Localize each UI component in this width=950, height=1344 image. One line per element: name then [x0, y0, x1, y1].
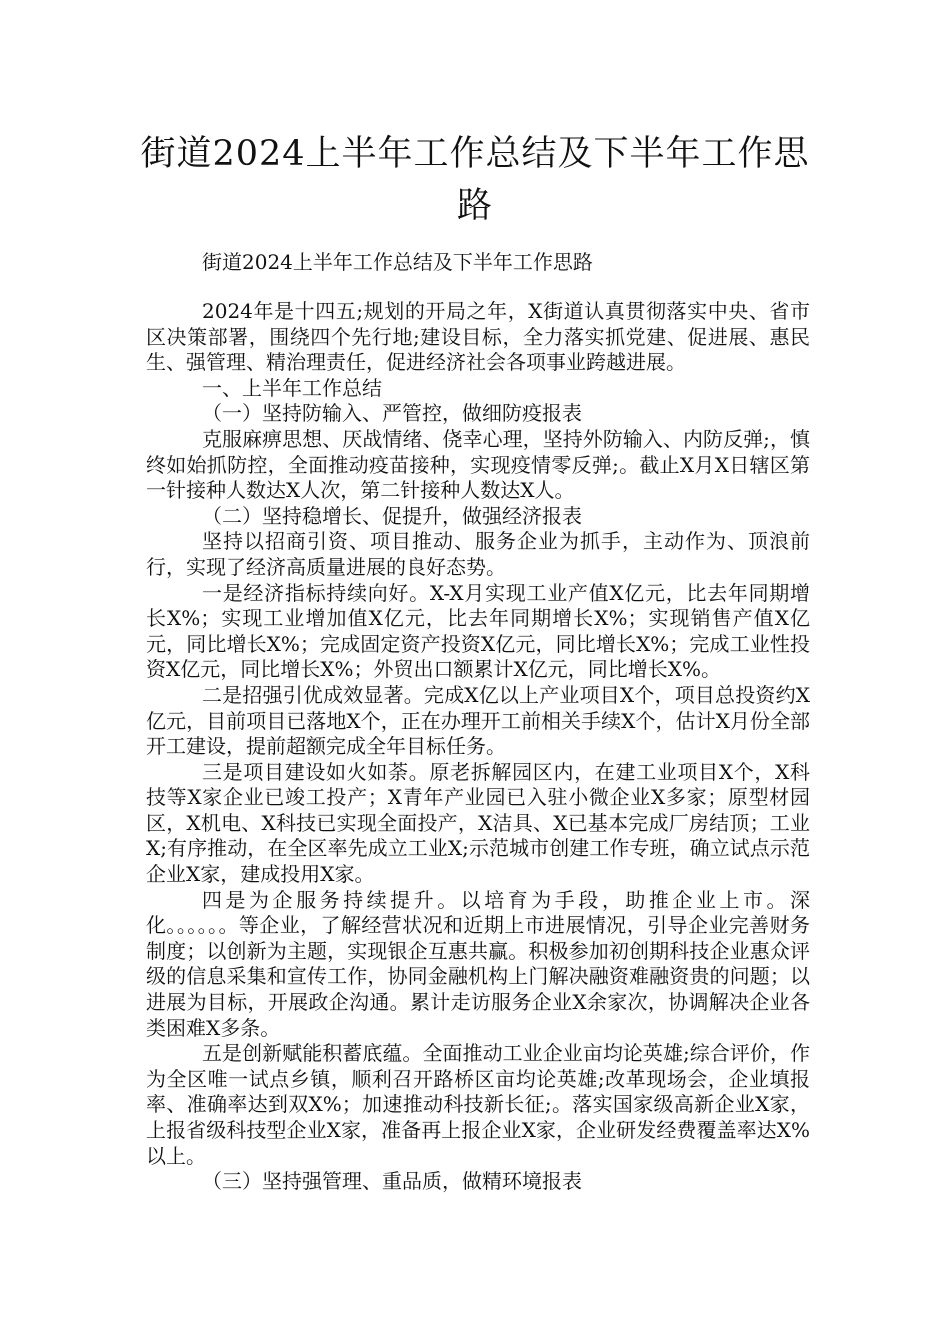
paragraph-epidemic: 克服麻痹思想、厌战情绪、侥幸心理，坚持外防输入、内防反弹;，慎终如始抓防控，全面推动疫苗接种，实现疫情零反弹;。截止X月X日辖区第一针接种人数达X人次，第二针接种人数达X人。 [146, 426, 810, 503]
section-heading-1: 一、上半年工作总结 [202, 375, 382, 400]
paragraph-innovation: 五是创新赋能积蓄底蕴。全面推动工业企业亩均论英雄;综合评价，作为全区唯一试点乡镇，顺利召开路桥区亩均论英雄;改革现场会，企业填报率、准确率达到双X%；加速推动科技新长征;。落实国家级高新企业X家，上报省级科技型企业X家，准备再上报企业X家，企业研发经费覆盖率达X%以上。 [146, 1041, 810, 1168]
paragraph-economy-intro: 坚持以招商引资、项目推动、服务企业为抓手，主动作为、顶浪前行，实现了经济高质量进展的良好态势。 [146, 529, 810, 579]
paragraph-intro: 2024年是十四五;规划的开局之年，X街道认真贯彻落实中央、省市区决策部署，围绕四个先行地;建设目标，全力落实抓党建、促进展、惠民生、强管理、精治理责任，促进经济社会各项事业跨越进展。 [146, 299, 810, 375]
paragraph-projects: 三是项目建设如火如荼。原老拆解园区内，在建工业项目X个，X科技等X家企业已竣工投产；X青年产业园已入驻小微企业X多家；原型材园区，X机电、X科技已实现全面投产，X洁具、X已基本完成厂房结顶；工业X;有序推动，在全区率先成立工业X;示范城市创建工作专班，确立试点示范企业X家，建成投用X家。 [146, 759, 810, 887]
paragraph-services: 四是为企服务持续提升。以培育为手段，助推企业上市。深化。。。。。。等企业，了解经营状况和近期上市进展情况，引导企业完善财务制度；以创新为主题，实现银企互惠共赢。积极参加初创期科技企业惠众评级的信息采集和宣传工作，协同金融机构上门解决融资难融资贵的问题；以进展为目标，开展政企沟通。累计走访服务企业X余家次，协调解决企业各类困难X多条。 [146, 887, 810, 1040]
document-subtitle: 街道2024上半年工作总结及下半年工作思路 [202, 250, 593, 274]
subsection-heading-3: （三）坚持强管理、重品质，做精环境报表 [202, 1169, 582, 1194]
paragraph-indicators: 一是经济指标持续向好。X-X月实现工业产值X亿元，比去年同期增长X%；实现工业增加值X亿元，比去年同期增长X%；实现销售产值X亿元，同比增长X%；完成固定资产投资X亿元，同比增长X%；完成工业性投资X亿元，同比增长X%；外贸出口额累计X亿元，同比增长X%。 [146, 580, 810, 682]
document-title: 街道2024上半年工作总结及下半年工作思路 [140, 134, 810, 226]
subsection-heading-2: （二）坚持稳增长、促提升，做强经济报表 [202, 503, 582, 528]
paragraph-investment: 二是招强引优成效显著。完成X亿以上产业项目X个，项目总投资约X亿元，目前项目已落地X个，正在办理开工前相关手续X个，估计X月份全部开工建设，提前超额完成全年目标任务。 [146, 682, 810, 759]
document-body [146, 248, 810, 1195]
subsection-heading-1: （一）坚持防输入、严管控，做细防疫报表 [202, 401, 582, 426]
